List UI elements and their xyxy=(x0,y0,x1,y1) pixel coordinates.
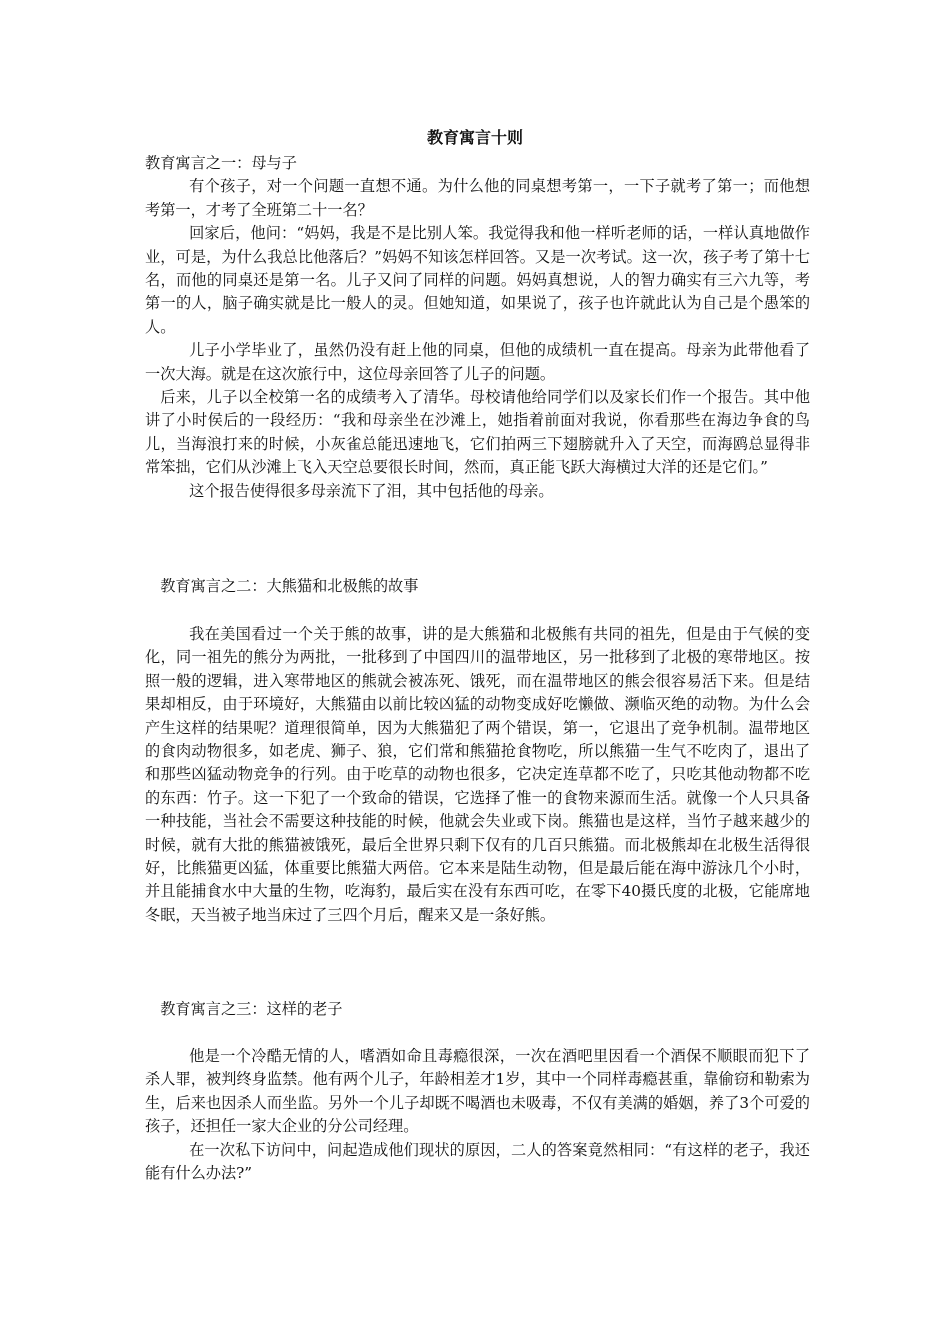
section-mother-and-son xyxy=(145,152,810,503)
section-heading: 教育寓言之一：母与子 xyxy=(145,154,297,172)
section-heading-block xyxy=(145,998,810,1021)
section-heading: 教育寓言之二：大熊猫和北极熊的故事 xyxy=(160,577,419,595)
section-heading-block xyxy=(145,575,810,598)
paragraph: 有个孩子，对一个问题一直想不通。为什么他的同桌想考第一，一下子就考了第一；而他想考第一，才考了全班第二十一名？ xyxy=(145,177,810,219)
section-such-a-father xyxy=(145,1045,810,1185)
paragraph: 我在美国看过一个关于熊的故事，讲的是大熊猫和北极熊有共同的祖先，但是由于气候的变化，同一祖先的熊分为两批，一批移到了中国四川的温带地区，另一批移到了北极的寒带地区。按照一般的逻辑，进入寒带地区的熊就会被冻死、饿死，而在温带地区的熊会很容易活下来。但是结果却相反，由于环境好，大熊猫由以前比较凶猛的动物变成好吃懒做、濒临灭绝的动物。为什么会产生这样的结果呢？道理很简单，因为大熊猫犯了两个错误，第一，它退出了竞争机制。温带地区的食肉动物很多，如老虎、狮子、狼，它们常和熊猫抢食物吃，所以熊猫一生气不吃肉了，退出了和那些凶猛动物竞争的行列。由于吃草的动物也很多，它决定连草都不吃了，只吃其他动物都不吃的东西：竹子。这一下犯了一个致命的错误，它选择了惟一的食物来源而生活。就像一个人只具备一种技能，当社会不需要这种技能的时候，他就会失业或下岗。熊猫也是这样，当竹子越来越少的时候，就有大批的熊猫被饿死，最后全世界只剩下仅有的几百只熊猫。而北极熊却在北极生活得很好，比熊猫更凶猛，体重要比熊猫大两倍。它本来是陆生动物，但是最后能在海中游泳几个小时，并且能捕食水中大量的生物，吃海豹，最后实在没有东西可吃，在零下40摄氏度的北极，它能席地冬眠，天当被子地当床过了三四个月后，醒来又是一条好熊。 xyxy=(145,625,810,924)
paragraph: 儿子小学毕业了，虽然仍没有赶上他的同桌，但他的成绩机一直在提高。母亲为此带他看了一次大海。就是在这次旅行中，这位母亲回答了儿子的问题。 xyxy=(145,341,810,383)
paragraph: 回家后，他问：“妈妈，我是不是比别人笨。我觉得我和他一样听老师的话，一样认真地做作业，可是，为什么我总比他落后？”妈妈不知该怎样回答。又是一次考试。这一次，孩子考了第十七名，而他的同桌还是第一名。儿子又问了同样的问题。妈妈真想说，人的智力确实有三六九等，考第一的人，脑子确实就是比一般人的灵。但她知道，如果说了，孩子也许就此认为自己是个愚笨的人。 xyxy=(145,224,810,336)
section-panda-and-polar-bear xyxy=(145,623,810,927)
paragraph: 这个报告使得很多母亲流下了泪，其中包括他的母亲。 xyxy=(189,481,554,500)
section-heading: 教育寓言之三：这样的老子 xyxy=(160,1000,343,1018)
paragraph: 在一次私下访问中，问起造成他们现状的原因，二人的答案竟然相同：“有这样的老子，我还能有什么办法?” xyxy=(145,1140,810,1183)
paragraph: 他是一个冷酷无情的人，嗜酒如命且毒瘾很深，一次在酒吧里因看一个酒保不顺眼而犯下了杀人罪，被判终身监禁。他有两个儿子，年龄相差才1岁，其中一个同样毒瘾甚重，靠偷窃和勒索为生，后来也因杀人而坐监。另外一个儿子却既不喝酒也未吸毒，不仅有美满的婚姻，养了3个可爱的孩子，还担任一家大企业的分公司经理。 xyxy=(145,1047,810,1136)
paragraph: 后来，儿子以全校第一名的成绩考入了清华。母校请他给同学们以及家长们作一个报告。其中他讲了小时侯后的一段经历：“我和母亲坐在沙滩上，她指着前面对我说，你看那些在海边争食的鸟儿，当海浪打来的时候，小灰雀总能迅速地飞，它们拍两三下翅膀就升入了天空，而海鸥总显得非常笨拙，它们从沙滩上飞入天空总要很长时间，然而，真正能飞跃大海横过大洋的还是它们。” xyxy=(145,388,810,477)
document-title: 教育寓言十则 xyxy=(426,128,523,147)
